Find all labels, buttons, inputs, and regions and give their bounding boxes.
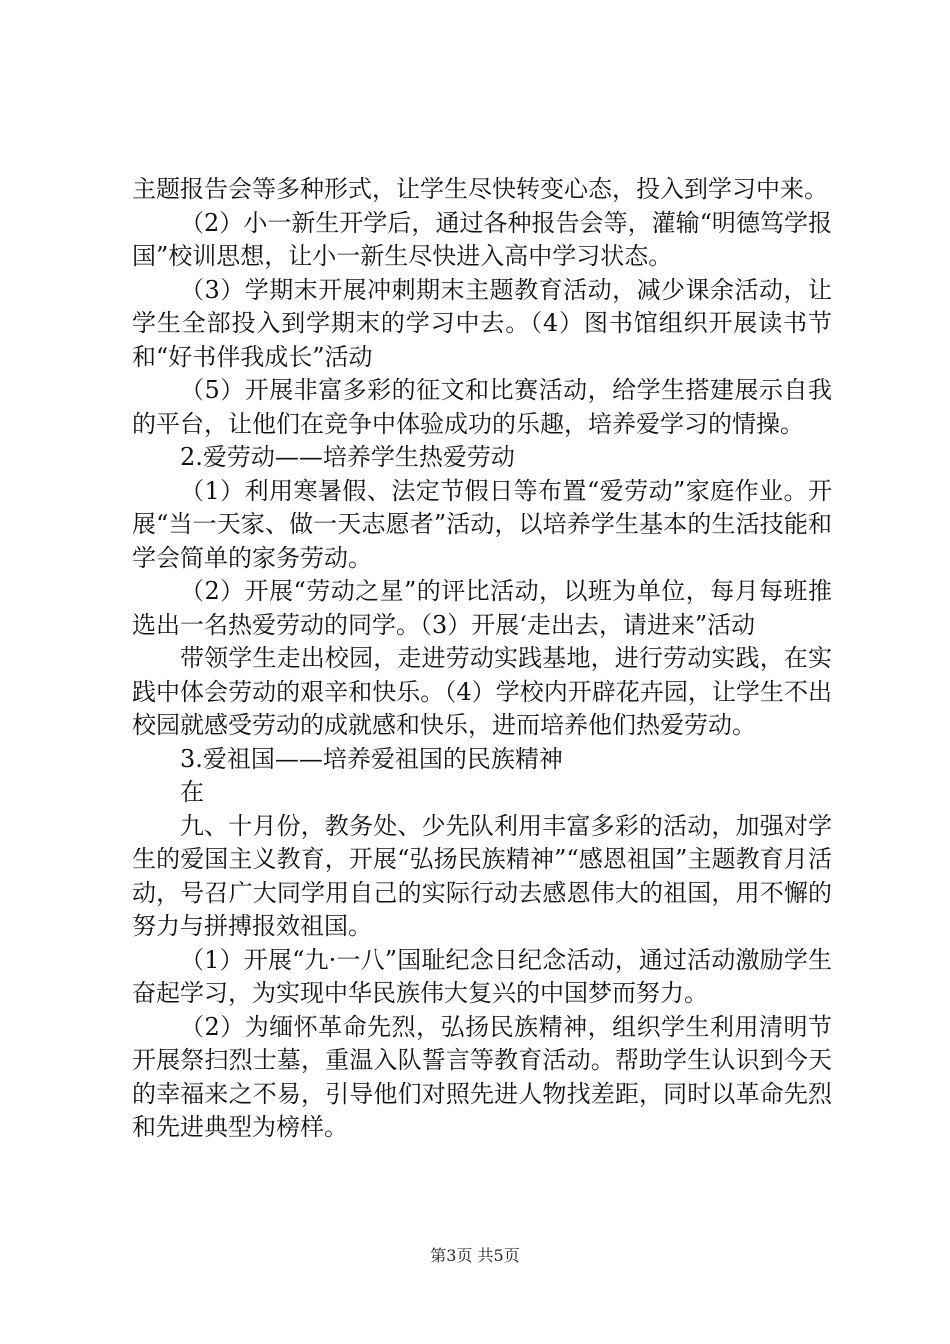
paragraph: （2）为缅怀革命先烈，弘扬民族精神，组织学生利用清明节开展祭扫烈士墓，重温入队誓言等教育活动。帮助学生认识到今天的幸福来之不易，引导他们对照先进人物找差距，同时以革命先烈和先进典型为榜样。 [132, 1012, 832, 1141]
section-heading: 3.爱祖国——培养爱祖国的民族精神 [180, 744, 563, 773]
paragraph: （5）开展非富多彩的征文和比赛活动，给学生搭建展示自我的平台，让他们在竞争中体验成功的乐趣，培养爱学习的情操。 [132, 376, 832, 438]
section-heading: 2.爱劳动——培养学生热爱劳动 [180, 443, 515, 471]
document-body [132, 173, 832, 1145]
paragraph: 带领学生走出校园，走进劳动实践基地，进行劳动实践，在实践中体会劳动的艰辛和快乐。（4）学校内开辟花卉园，让学生不出校园就感受劳动的成就感和快乐，进而培养他们热爱劳动。 [132, 644, 832, 739]
page-number-footer: 第3页 共5页 [430, 1246, 520, 1265]
paragraph: （2）小一新生开学后，通过各种报告会等，灌输“明德笃学报国”校训思想，让小一新生尽快进入高中学习状态。 [132, 208, 832, 270]
paragraph: （3）学期末开展冲刺期末主题教育活动，减少课余活动，让学生全部投入到学期末的学习中去。（4）图书馆组织开展读书节和“好书伴我成长”活动 [132, 275, 832, 371]
paragraph: （2）开展“劳动之星”的评比活动，以班为单位，每月每班推选出一名热爱劳动的同学。（3）开展‘走出去，请进来”活动 [132, 577, 832, 639]
paragraph: 主题报告会等多种形式，让学生尽快转变心态，投入到学习中来。 [132, 175, 828, 203]
paragraph: 九、十月份，教务处、少先队利用丰富多彩的活动，加强对学生的爱国主义教育，开展“弘扬民族精神”“感恩祖国”主题教育月活动，号召广大同学用自己的实际行动去感恩伟大的祖国，用不懈的努力与拼搏报效祖国。 [132, 811, 832, 940]
paragraph: （1）开展“九·一八”国耻纪念日纪念活动，通过活动激励学生奋起学习，为实现中华民族伟大复兴的中国梦而努力。 [132, 945, 832, 1007]
paragraph: 在 [180, 778, 204, 806]
paragraph: （1）利用寒暑假、法定节假日等布置“爱劳动”家庭作业。开展“当一天家、做一天志愿者”活动，以培养学生基本的生活技能和学会简单的家务劳动。 [132, 476, 832, 572]
